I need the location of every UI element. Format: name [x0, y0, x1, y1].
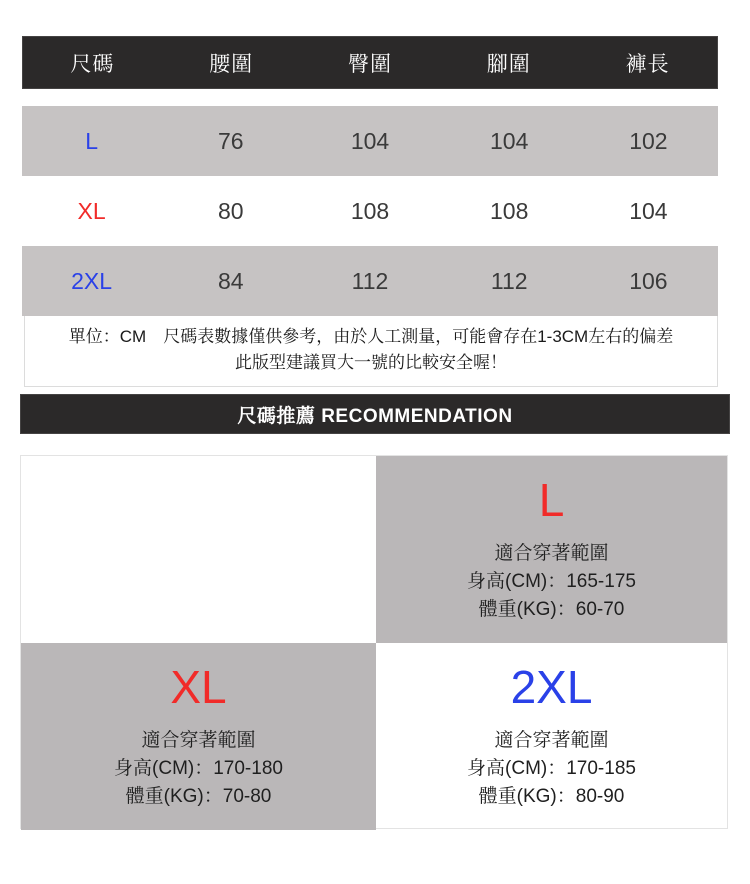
length-value: 106 [629, 267, 668, 294]
column-header-waist: 腰圍 [209, 52, 254, 76]
size-chart-page [0, 36, 750, 884]
size-value: XL [77, 197, 106, 224]
size-value: L [85, 127, 98, 154]
height-range: 身高(CM)：165-175 [467, 570, 636, 592]
note-line-2: 此版型建議買大一號的比較安全喔！ [235, 353, 507, 372]
fit-range-label: 適合穿著範圍 [494, 729, 609, 751]
recommendation-grid [20, 455, 728, 829]
header-gap [22, 89, 718, 106]
note-line-1: 單位：CM 尺碼表數據僅供參考，由於人工測量，可能會存在1-3CM左右的偏差 [68, 327, 674, 346]
leg-value: 108 [490, 197, 529, 224]
length-value: 104 [629, 197, 668, 224]
table-row-2xl [22, 246, 718, 316]
recommendation-bar [20, 394, 730, 434]
length-value: 102 [629, 127, 668, 154]
waist-value: 76 [218, 127, 244, 154]
size-table-header-row [22, 36, 718, 89]
size-label-xl: XL [170, 660, 227, 713]
leg-value: 112 [490, 267, 528, 294]
size-value: 2XL [71, 267, 113, 294]
hip-value: 104 [350, 127, 390, 154]
size-label-2xl: 2XL [510, 660, 593, 713]
fit-range-label: 適合穿著範圍 [141, 729, 256, 751]
fit-range-label: 適合穿著範圍 [494, 542, 609, 564]
size-table [22, 36, 718, 316]
grid-cell-2xl [376, 643, 727, 830]
weight-range: 體重(KG)：80-90 [478, 785, 625, 807]
column-header-hip: 臀圍 [347, 52, 392, 76]
column-header-length: 褲長 [625, 52, 670, 76]
height-range: 身高(CM)：170-185 [467, 757, 636, 779]
leg-value: 104 [490, 127, 529, 154]
height-range: 身高(CM)：170-180 [114, 757, 283, 779]
waist-value: 80 [218, 197, 244, 224]
column-header-size: 尺碼 [70, 52, 115, 76]
recommendation-bar-title: 尺碼推薦 RECOMMENDATION [237, 405, 513, 427]
column-header-leg: 腳圍 [486, 52, 531, 76]
measurement-note [24, 316, 718, 387]
size-label-l: L [538, 473, 565, 526]
weight-range: 體重(KG)：60-70 [478, 598, 625, 620]
table-row-xl [22, 176, 718, 246]
grid-cell-empty [21, 456, 376, 643]
grid-cell-xl [21, 643, 376, 830]
waist-value: 84 [218, 267, 244, 294]
weight-range: 體重(KG)：70-80 [125, 785, 272, 807]
hip-value: 112 [351, 267, 389, 294]
table-row-l [22, 106, 718, 176]
grid-cell-l [376, 456, 727, 643]
hip-value: 108 [350, 197, 390, 224]
